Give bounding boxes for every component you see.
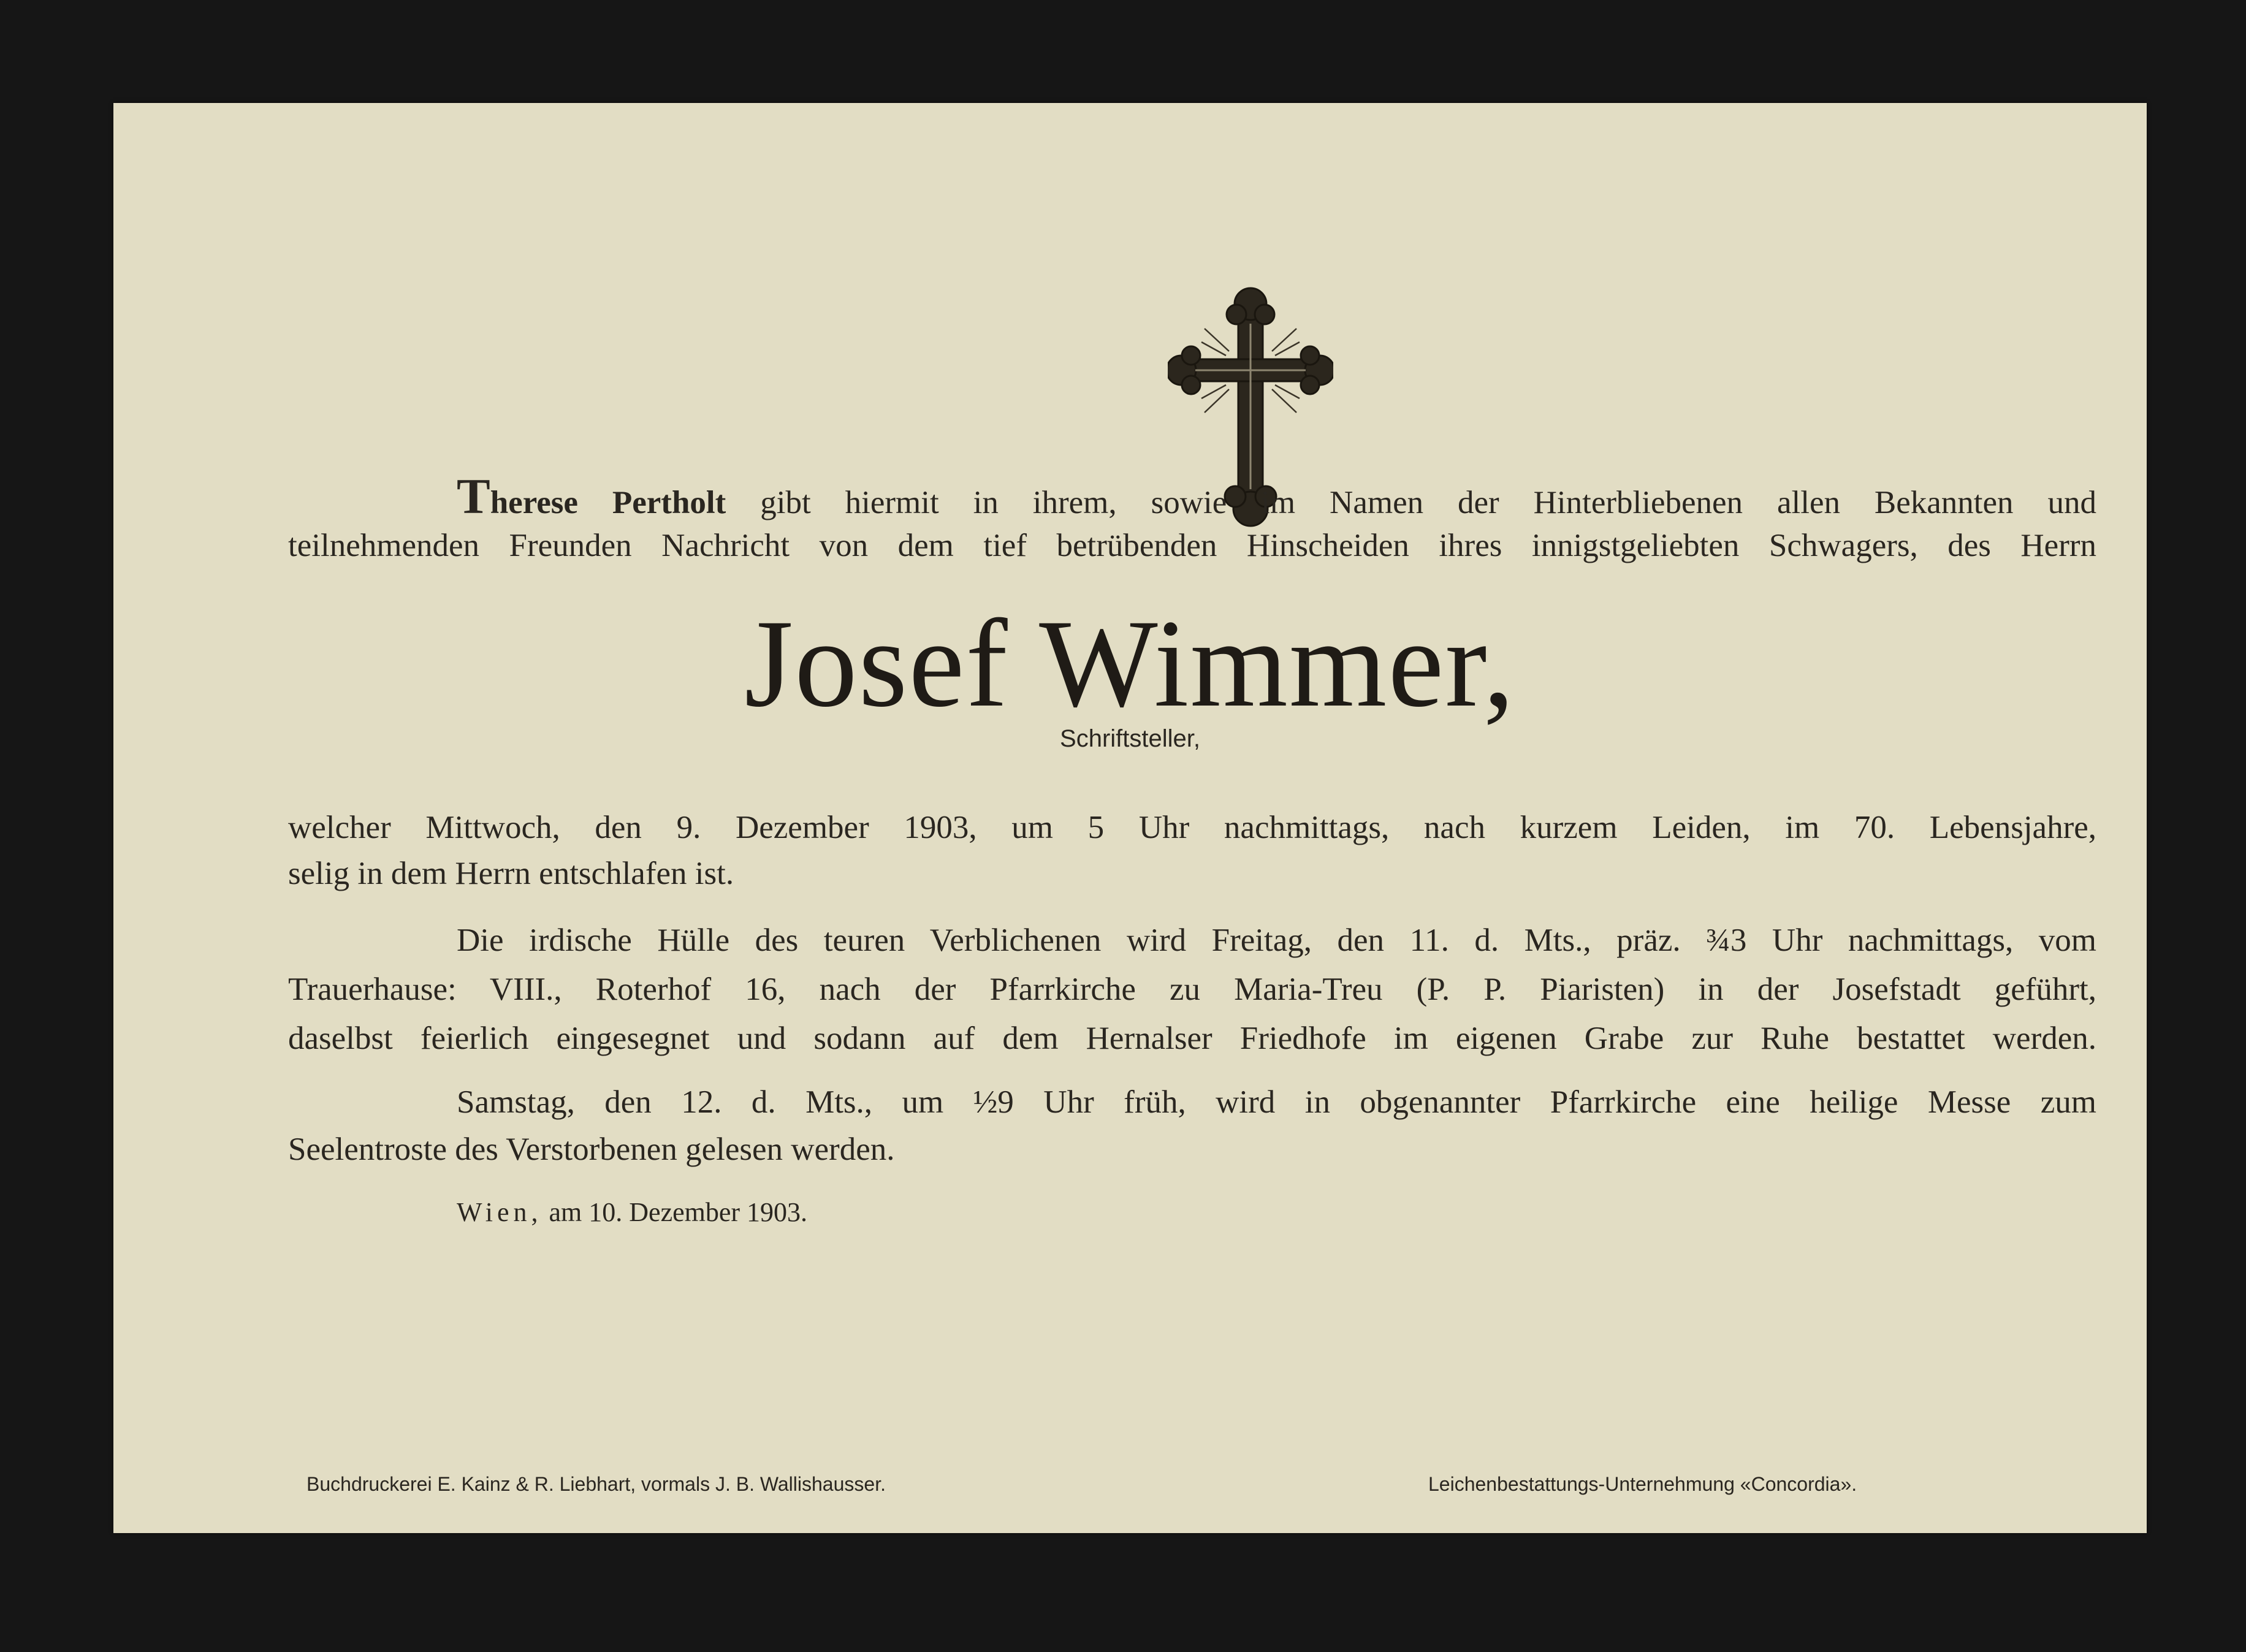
funeral-line-2: Trauerhause: VIII., Roterhof 16, nach der Pfarrkirche zu Maria-Treu (P. P. Piaristen) in der Josefstadt geführt, (288, 972, 2096, 1007)
sender-name: herese Pertholt (490, 485, 726, 520)
death-line-2: selig in dem Herrn entschlafen ist. (288, 856, 734, 891)
death-line-1: welcher Mittwoch, den 9. Dezember 1903, um 5 Uhr nachmittags, nach kurzem Leiden, im 70. Lebensjahre, (288, 810, 2096, 845)
mass-line-2: Seelentroste des Verstorbenen gelesen werden. (288, 1132, 895, 1167)
printer-credit: Buchdruckerei E. Kainz & R. Liebhart, vormals J. B. Wallishausser. (306, 1473, 886, 1495)
undertaker-credit: Leichenbestattungs-Unternehmung «Concordia». (1428, 1473, 1857, 1495)
date: am 10. Dezember 1903. (549, 1197, 808, 1227)
mass-line-1: Samstag, den 12. d. Mts., um ½9 Uhr früh, wird in obgenannter Pfarrkirche eine heilige Messe zum (457, 1084, 2096, 1120)
death-notice-card (113, 103, 2147, 1533)
drop-initial: T (457, 468, 490, 524)
occupation: Schriftsteller, (1060, 725, 1200, 752)
opening-text: gibt hiermit in ihrem, sowie im Namen der Hinterbliebenen allen Bekannten und (760, 485, 2096, 520)
deceased-name: Josef Wimmer, (744, 594, 1516, 733)
opening-line-2: teilnehmenden Freunden Nachricht von dem tief betrübenden Hinscheiden ihres innigstgeliebten Schwagers, des Herrn (288, 528, 2096, 563)
place-date (457, 1197, 807, 1228)
funeral-line-3: daselbst feierlich eingesegnet und sodann auf dem Hernalser Friedhofe im eigenen Grabe zur Ruhe bestattet werden. (288, 1021, 2096, 1056)
place: Wien, (457, 1197, 542, 1227)
opening-line-1 (288, 468, 2096, 524)
funeral-line-1: Die irdische Hülle des teuren Verblichenen wird Freitag, den 11. d. Mts., präz. ¾3 Uhr nachmittags, vom (457, 923, 2096, 958)
